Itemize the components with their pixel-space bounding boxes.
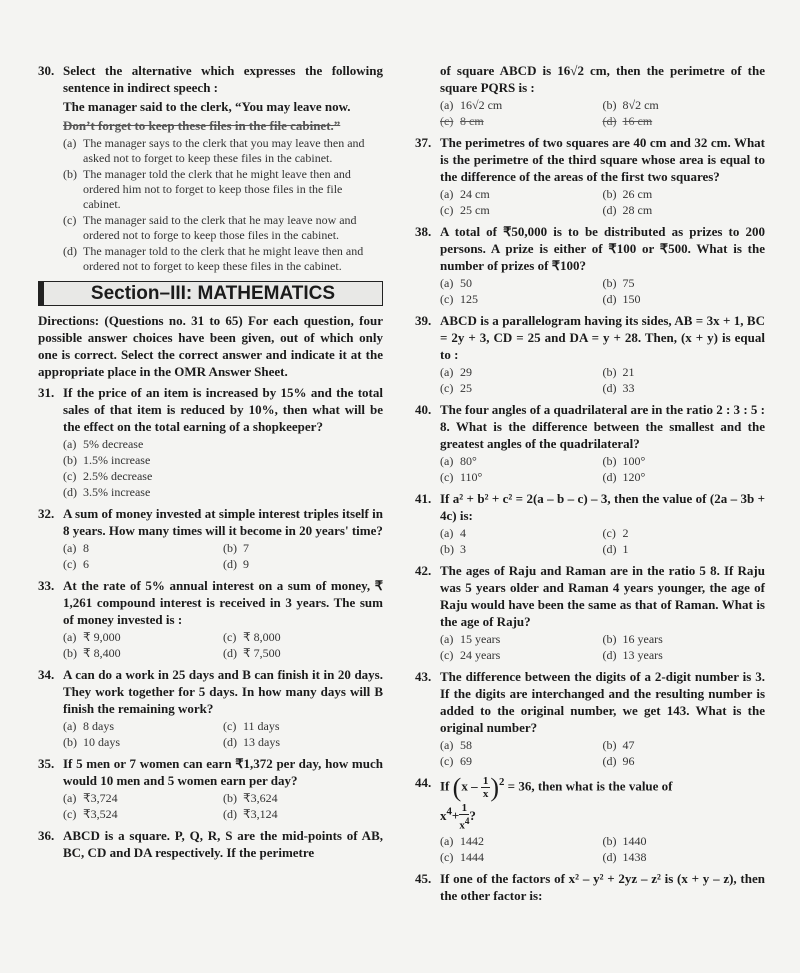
question-number: 31. <box>38 385 55 400</box>
question-number: 40. <box>415 402 432 417</box>
option-b[interactable]: (b) 3 <box>440 542 466 556</box>
question-stem: If (x – $\frac{1}{x}$ )$^2$ = 36, then what is the value of <box>440 772 673 802</box>
option-b[interactable]: (b) 1.5% increase <box>63 453 151 467</box>
option-d[interactable]: (d) 13 days <box>223 735 280 749</box>
question-number: 45. <box>415 870 432 886</box>
question-number: 36. <box>38 828 55 843</box>
option-d[interactable]: (d) ₹3,124 <box>223 807 278 821</box>
option-b[interactable]: (b) 75 <box>602 276 635 290</box>
option-d[interactable]: (d) 16 cm <box>602 114 653 128</box>
question-stem: A total of ₹50,000 is to be distributed as prizes to 200 persons. A prize is either of ₹100 or ₹500. What is the number of prizes of ₹100? <box>440 224 765 273</box>
option-d[interactable]: (d) 150 <box>602 292 641 306</box>
question-40 <box>415 401 765 486</box>
question-number: 34. <box>38 667 55 682</box>
right-column <box>415 62 765 908</box>
section-title: Section–III: MATHEMATICS <box>38 281 383 306</box>
option-a[interactable]: (a) ₹ 9,000 <box>63 630 121 644</box>
option-b[interactable]: (b) 47 <box>602 738 635 752</box>
option-c[interactable]: (c) 8 cm <box>440 114 484 128</box>
question-43 <box>415 668 765 770</box>
option-b[interactable]: (b) 26 cm <box>602 187 653 201</box>
quoted-sentence: The manager said to the clerk, “You may leave now. <box>63 99 351 114</box>
option-d[interactable]: (d) 96 <box>602 754 635 768</box>
option-c[interactable]: (c) 25 cm <box>440 203 490 217</box>
question-number: 38. <box>415 224 432 239</box>
option-c[interactable]: (c) 11 days <box>223 719 280 733</box>
question-45 <box>415 870 765 904</box>
quoted-sentence-cont: Don’t forget to keep these files in the file cabinet.” <box>63 118 341 133</box>
math-fraction: $\frac{1}{x}$ <box>482 774 489 800</box>
question-stem: The difference between the digits of a 2-digit number is 3. If the digits are interchanged and the resulting number is added to the original number, we get 143. What is the original number? <box>440 669 765 735</box>
option-a[interactable]: (a) 80° <box>440 454 477 468</box>
question-32 <box>38 505 383 573</box>
question-stem: The ages of Raju and Raman are in the ratio 5 8. If Raju was 5 years older and Raman 4 years younger, the age of Raju would have been the same as that of Raman. What is the age of Raju? <box>440 563 765 629</box>
question-31 <box>38 384 383 501</box>
question-34 <box>38 666 383 751</box>
option-a[interactable]: (a) 15 years <box>440 632 501 646</box>
question-number: 37. <box>415 135 432 150</box>
question-41 <box>415 490 765 558</box>
option-a[interactable]: (a) 1442 <box>440 833 484 848</box>
option-d[interactable]: (d) 1 <box>602 542 629 556</box>
option-a[interactable]: (a) The manager says to the clerk that you may leave then and asked not to forget to keep these files in the cabinet. <box>63 136 365 165</box>
option-d[interactable]: (d) 33 <box>602 381 635 395</box>
question-stem: A sum of money invested at simple interest triples itself in 8 years. How many times will it become in 20 years' time? <box>63 506 383 538</box>
option-b[interactable]: (b) The manager told the clerk that he might leave then and ordered him not to forget to keep those files in the file cabinet. <box>63 167 351 211</box>
question-38 <box>415 223 765 308</box>
option-c[interactable]: (c) 24 years <box>440 648 501 662</box>
question-number: 30. <box>38 63 55 78</box>
question-number: 33. <box>38 578 55 593</box>
option-c[interactable]: (c) 6 <box>63 557 89 571</box>
option-c[interactable]: (c) 69 <box>440 754 472 768</box>
question-36-continued <box>415 62 765 130</box>
option-b[interactable]: (b) 8√2 cm <box>602 98 659 112</box>
option-c[interactable]: (c) 2 <box>602 526 629 540</box>
option-c[interactable]: (c) 110° <box>440 470 483 484</box>
question-stem: The perimetres of two squares are 40 cm and 32 cm. What is the perimetre of the third square whose area is equal to the difference of the areas of the first two squares? <box>440 135 765 184</box>
question-number: 32. <box>38 506 55 521</box>
question-stem: At the rate of 5% annual interest on a sum of money, ₹ 1,261 compound interest is received in 3 years. The sum of money invested is : <box>63 578 383 627</box>
option-a[interactable]: (a) 58 <box>440 738 472 752</box>
option-b[interactable]: (b) 7 <box>223 541 249 555</box>
question-stem: A can do a work in 25 days and B can finish it in 20 days. They work together for 5 days. In how many days will B finish the remaining work? <box>63 667 383 716</box>
option-d[interactable]: (d) 3.5% increase <box>63 485 151 499</box>
question-30 <box>38 62 383 275</box>
question-stem-continued: of square ABCD is 16√2 cm, then the perimetre of the square PQRS is : <box>440 63 765 95</box>
question-expression: $x^4+$ $\frac{1}{x^4}$ ? <box>440 801 476 832</box>
option-a[interactable]: (a) ₹3,724 <box>63 791 118 805</box>
option-c[interactable]: (c) ₹3,524 <box>63 807 118 821</box>
option-a[interactable]: (a) 24 cm <box>440 187 490 201</box>
question-36 <box>38 827 383 861</box>
option-a[interactable]: (a) 4 <box>440 526 466 540</box>
question-number: 39. <box>415 313 432 328</box>
question-number: 35. <box>38 756 55 771</box>
question-stem: Select the alternative which expresses the following sentence in indirect speech : <box>63 63 383 95</box>
option-b[interactable]: (b) ₹ 8,400 <box>63 646 121 660</box>
question-44 <box>415 774 765 866</box>
question-42 <box>415 562 765 664</box>
section-directions: Directions: (Questions no. 31 to 65) For each question, four possible answer choices have been given, out of which only one is correct. Select the correct answer and indicate it at the appropriate place in the OMR Answer Sheet. <box>38 313 383 379</box>
question-37 <box>415 134 765 219</box>
option-d[interactable]: (d) ₹ 7,500 <box>223 646 281 660</box>
option-a[interactable]: (a) 29 <box>440 365 472 379</box>
question-stem: ABCD is a parallelogram having its sides, AB = 3x + 1, BC = 2y + 3, CD = 25 and DA = y + 28. Then, (x + y) is equal to : <box>440 313 765 362</box>
option-c[interactable]: (c) 1444 <box>440 849 484 864</box>
left-column <box>38 62 383 865</box>
option-a[interactable]: (a) 8 <box>63 541 89 555</box>
option-d[interactable]: (d) 1438 <box>602 849 647 864</box>
question-39 <box>415 312 765 397</box>
option-b[interactable]: (b) 1440 <box>602 833 647 848</box>
question-stem: If a² + b² + c² = 2(a – b – c) – 3, then the value of (2a – 3b + 4c) is: <box>440 491 765 523</box>
question-number: 41. <box>415 491 432 506</box>
option-a[interactable]: (a) 50 <box>440 276 472 290</box>
option-d[interactable]: (d) 120° <box>602 470 646 484</box>
option-a[interactable]: (a) 5% decrease <box>63 437 144 451</box>
question-stem: If 5 men or 7 women can earn ₹1,372 per day, how much would 10 men and 5 women earn per day? <box>63 756 383 788</box>
option-d[interactable]: (d) 13 years <box>602 648 663 662</box>
option-d[interactable]: (d) 28 cm <box>602 203 653 217</box>
question-stem: The four angles of a quadrilateral are in the ratio 2 : 3 : 5 : 8. What is the difference between the smallest and the greatest angles of the quadrilateral? <box>440 402 765 451</box>
option-d[interactable]: (d) The manager told to the clerk that he might leave then and ordered not to forget to keep these files in the cabinet. <box>63 244 364 273</box>
option-b[interactable]: (b) ₹3,624 <box>223 791 278 805</box>
question-33 <box>38 577 383 662</box>
math-close-paren: ) <box>490 772 499 802</box>
question-35 <box>38 755 383 823</box>
option-c[interactable]: (c) The manager said to the clerk that he may leave now and ordered not to forge to keep those files in the cabinet. <box>63 213 357 242</box>
option-a[interactable]: (a) 16√2 cm <box>440 98 503 112</box>
option-b[interactable]: (b) 10 days <box>63 735 120 749</box>
option-a[interactable]: (a) 8 days <box>63 719 114 733</box>
option-c[interactable]: (c) 25 <box>440 381 472 395</box>
option-c[interactable]: (c) 2.5% decrease <box>63 469 153 483</box>
option-b[interactable]: (b) 16 years <box>602 632 663 646</box>
question-stem: If the price of an item is increased by 15% and the total sales of that item is reduced by 10%, then what will be the effect on the total earning of a shopkeeper? <box>63 385 383 434</box>
option-d[interactable]: (d) 9 <box>223 557 249 571</box>
math-open-paren: ( <box>452 772 462 802</box>
math-fraction: $\frac{1}{x^4}$ <box>459 801 470 832</box>
option-c[interactable]: (c) 125 <box>440 292 478 306</box>
option-b[interactable]: (b) 21 <box>602 365 635 379</box>
question-number: 42. <box>415 563 432 578</box>
question-stem: If one of the factors of x² – y² + 2yz – z² is (x + y – z), then the other factor is: <box>440 870 765 903</box>
question-number: 44. <box>415 775 432 790</box>
option-b[interactable]: (b) 100° <box>602 454 646 468</box>
option-c[interactable]: (c) ₹ 8,000 <box>223 630 281 644</box>
question-number: 43. <box>415 669 432 684</box>
question-stem: ABCD is a square. P, Q, R, S are the mid-points of AB, BC, CD and DA respectively. If the perimetre <box>63 828 383 860</box>
